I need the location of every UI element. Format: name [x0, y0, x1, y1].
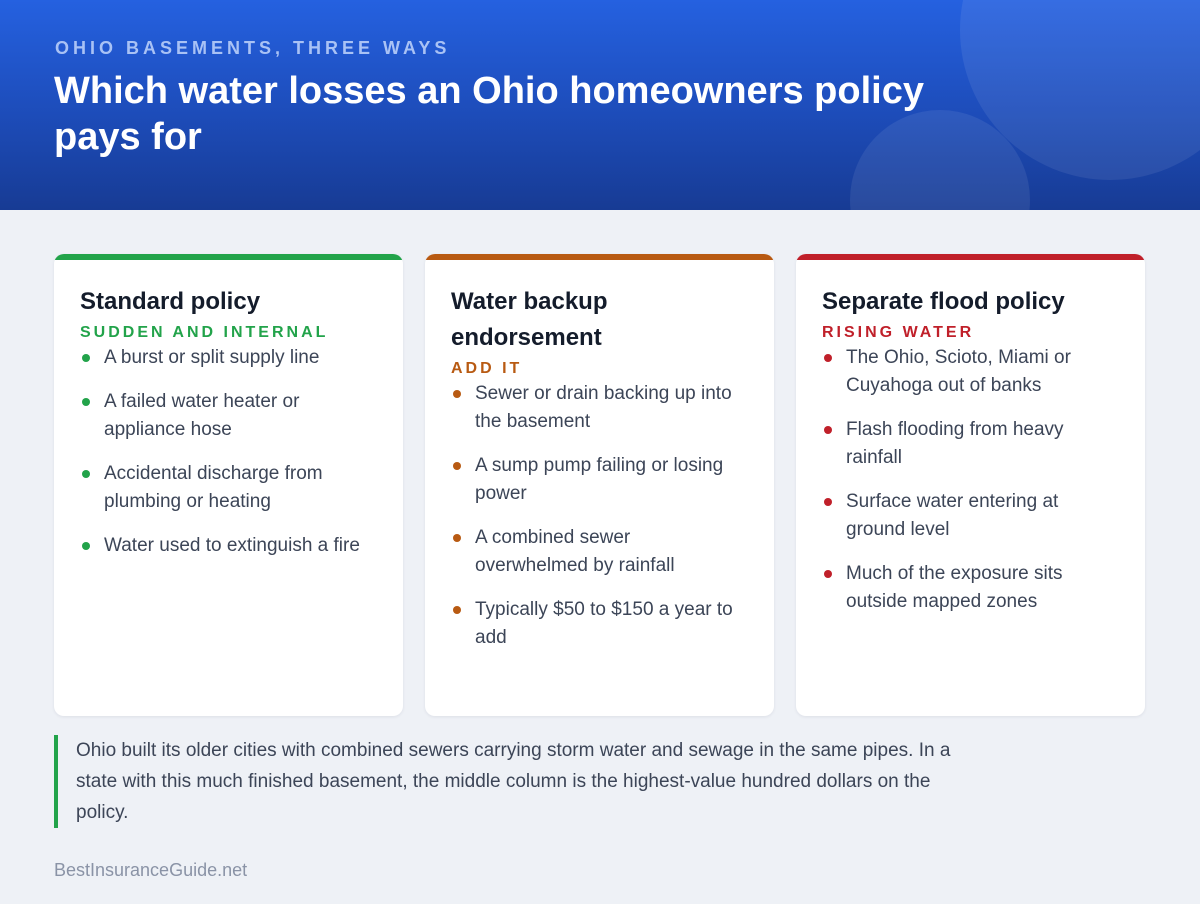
list-item [80, 532, 370, 560]
list-item [822, 560, 1112, 616]
list-item-text: Typically $50 to $150 a year to add [475, 599, 733, 648]
bullet-dot-icon [82, 542, 90, 550]
list-item-text: A failed water heater or appliance hose [104, 391, 300, 440]
bullet-dot-icon [82, 398, 90, 406]
bullet-dot-icon [824, 498, 832, 506]
card-title: Water backup endorsement [451, 288, 608, 351]
page-title: Which water losses an Ohio homeowners policy pays for [54, 70, 924, 158]
card-tag: ADD IT [451, 360, 523, 377]
card-accent-bar [425, 254, 774, 260]
list-item-text: The Ohio, Scioto, Miami or Cuyahoga out of banks [846, 347, 1071, 396]
list-item-text: Accidental discharge from plumbing or heating [104, 463, 323, 512]
list-item-text: A combined sewer overwhelmed by rainfall [475, 527, 675, 576]
list-item-text: Surface water entering at ground level [846, 491, 1059, 540]
card-title: Separate flood policy [822, 288, 1065, 315]
bullet-dot-icon [824, 570, 832, 578]
list-item [822, 344, 1112, 400]
eyebrow-label: OHIO BASEMENTS, THREE WAYS [55, 38, 451, 58]
card-title: Standard policy [80, 288, 261, 315]
bullet-dot-icon [82, 354, 90, 362]
list-item-text: Much of the exposure sits outside mapped zones [846, 563, 1063, 612]
card-tag: SUDDEN AND INTERNAL [80, 324, 329, 341]
bullet-dot-icon [453, 606, 461, 614]
list-item [822, 488, 1112, 544]
card-item-list [451, 380, 741, 652]
bullet-dot-icon [82, 470, 90, 478]
list-item [451, 524, 741, 580]
bullet-dot-icon [824, 426, 832, 434]
list-item-text: A sump pump failing or losing power [475, 455, 724, 504]
list-item [451, 380, 741, 436]
card-item-list [822, 344, 1112, 616]
hero-banner [0, 0, 1200, 210]
card-accent-bar [54, 254, 403, 260]
list-item [822, 416, 1112, 472]
list-item [80, 344, 370, 372]
site-credit: BestInsuranceGuide.net [54, 860, 248, 880]
list-item-text: Sewer or drain backing up into the basement [475, 383, 732, 432]
card-water-backup [425, 254, 774, 716]
bullet-dot-icon [453, 462, 461, 470]
list-item-text: Flash flooding from heavy rainfall [846, 419, 1064, 468]
bullet-dot-icon [453, 390, 461, 398]
list-item-text: Water used to extinguish a fire [104, 535, 360, 556]
card-item-list [80, 344, 370, 560]
callout-note: Ohio built its older cities with combined sewers carrying storm water and sewage in the same pipes. In a state with this much finished basement, the middle column is the highest-value hundred dollars on the policy. [54, 735, 976, 828]
card-tag: RISING WATER [822, 324, 975, 341]
list-item-text: A burst or split supply line [104, 347, 320, 368]
list-item [451, 452, 741, 508]
card-standard-policy [54, 254, 403, 716]
bullet-dot-icon [824, 354, 832, 362]
bullet-dot-icon [453, 534, 461, 542]
list-item [80, 460, 370, 516]
card-accent-bar [796, 254, 1145, 260]
card-flood-policy [796, 254, 1145, 716]
list-item [80, 388, 370, 444]
coverage-cards [54, 254, 1145, 716]
list-item [451, 596, 741, 652]
